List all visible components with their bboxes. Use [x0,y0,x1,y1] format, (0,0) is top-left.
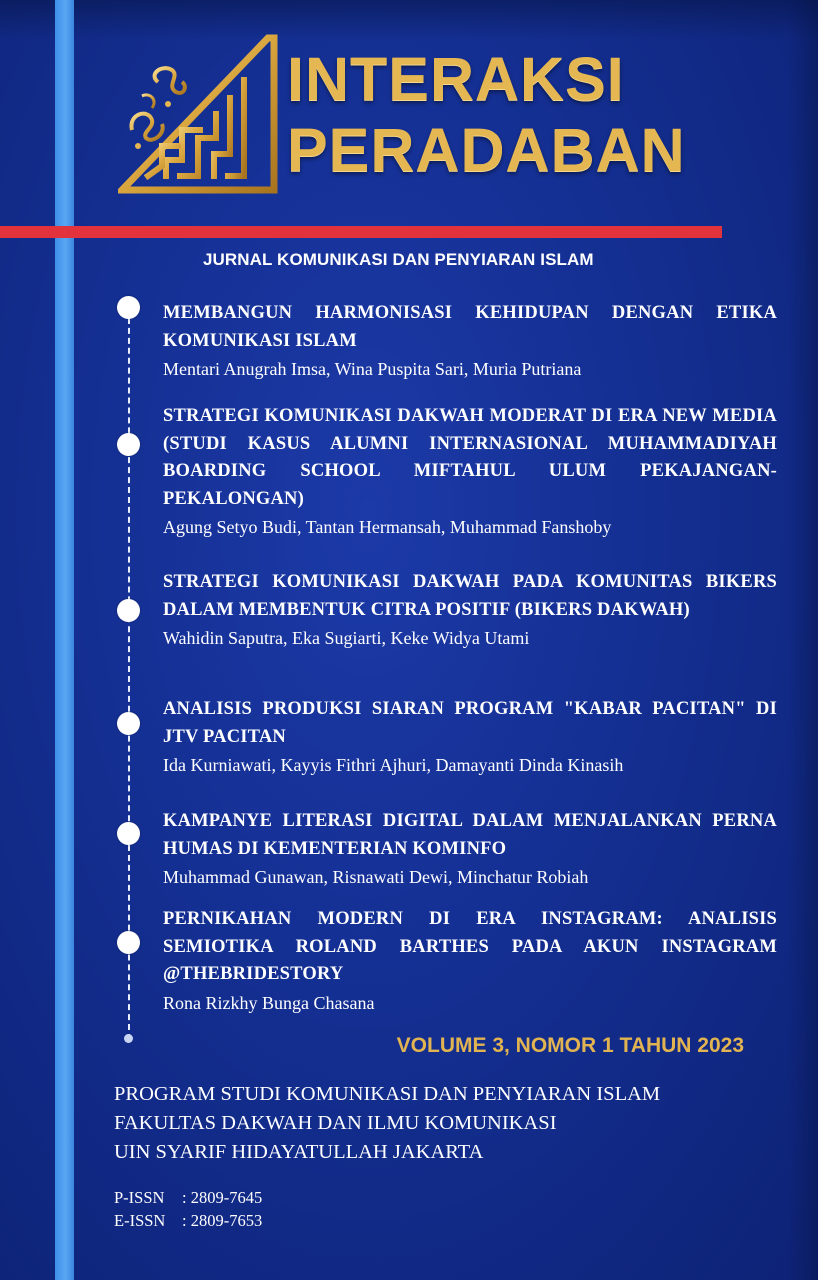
timeline-dot [117,433,140,456]
timeline-dot [117,931,140,954]
article-entry[interactable] [163,569,777,652]
timeline-dot [117,296,140,319]
article-title[interactable]: STRATEGI KOMUNIKASI DAKWAH PADA KOMUNITAS BIKERS DALAM MEMBENTUK CITRA POSITIF (BIKERS DAKWAH) [163,572,777,620]
article-authors: Rona Rizkhy Bunga Chasana [163,992,375,1013]
p-issn-row [114,1186,262,1209]
article-entry[interactable] [163,696,777,779]
e-issn-label: E-ISSN [114,1211,166,1230]
timeline-dot [117,599,140,622]
red-divider-stripe [0,226,722,238]
article-authors: Wahidin Saputra, Eka Sugiarti, Keke Widya Utami [163,628,530,648]
article-authors: Mentari Anugrah Imsa, Wina Puspita Sari, Muria Putriana [163,359,582,379]
issn-block [114,1186,262,1232]
article-entry[interactable] [163,808,777,891]
journal-name-line1: INTERAKSI [287,45,625,113]
article-title[interactable]: ANALISIS PRODUKSI SIARAN PROGRAM "KABAR PACITAN" DI JTV PACITAN [163,699,777,747]
article-authors: Ida Kurniawati, Kayyis Fithri Ajhuri, Damayanti Dinda Kinasih [163,755,624,775]
left-accent-bar [55,0,74,1280]
article-entry[interactable] [163,300,777,383]
volume-issue: VOLUME 3, NOMOR 1 TAHUN 2023 [396,1034,744,1057]
e-issn-row [114,1209,262,1232]
article-title[interactable]: STRATEGI KOMUNIKASI DAKWAH MODERAT DI ERA NEW MEDIA (STUDI KASUS ALUMNI INTERNASIONAL MUHAMMADIYAH BOARDING SCHOOL MIFTAHUL ULUM PEKAJANGAN-PEKALONGAN) [163,406,777,509]
journal-subtitle: JURNAL KOMUNIKASI DAN PENYIARAN ISLAM [203,250,594,269]
timeline-dot [117,712,140,735]
e-issn-value: : 2809-7653 [182,1211,263,1230]
p-issn-label: P-ISSN [114,1188,165,1207]
right-shade [788,0,818,1280]
journal-name-line2: PERADABAN [287,116,686,184]
institution-block [114,1080,660,1167]
article-entry[interactable] [163,403,777,541]
p-issn-value: : 2809-7645 [182,1188,263,1207]
article-title[interactable]: PERNIKAHAN MODERN DI ERA INSTAGRAM: ANALISIS SEMIOTIKA ROLAND BARTHES PADA AKUN INSTAGRAM @THEBRIDESTORY [163,909,777,984]
institution-program: PROGRAM STUDI KOMUNIKASI DAN PENYIARAN ISLAM [114,1083,661,1105]
article-authors: Muhammad Gunawan, Risnawati Dewi, Minchatur Robiah [163,867,589,887]
institution-faculty: FAKULTAS DAKWAH DAN ILMU KOMUNIKASI [114,1112,557,1134]
institution-university: UIN SYARIF HIDAYATULLAH JAKARTA [114,1141,484,1163]
article-entry[interactable] [163,906,777,1017]
journal-logo-icon [118,34,280,194]
article-title[interactable]: KAMPANYE LITERASI DIGITAL DALAM MENJALANKAN PERNA HUMAS DI KEMENTERIAN KOMINFO [163,811,777,859]
timeline-dot [117,822,140,845]
article-authors: Agung Setyo Budi, Tantan Hermansah, Muhammad Fanshoby [163,517,612,537]
journal-name [287,44,686,186]
timeline-end-dot [124,1034,133,1043]
article-title[interactable]: MEMBANGUN HARMONISASI KEHIDUPAN DENGAN ETIKA KOMUNIKASI ISLAM [163,303,777,351]
